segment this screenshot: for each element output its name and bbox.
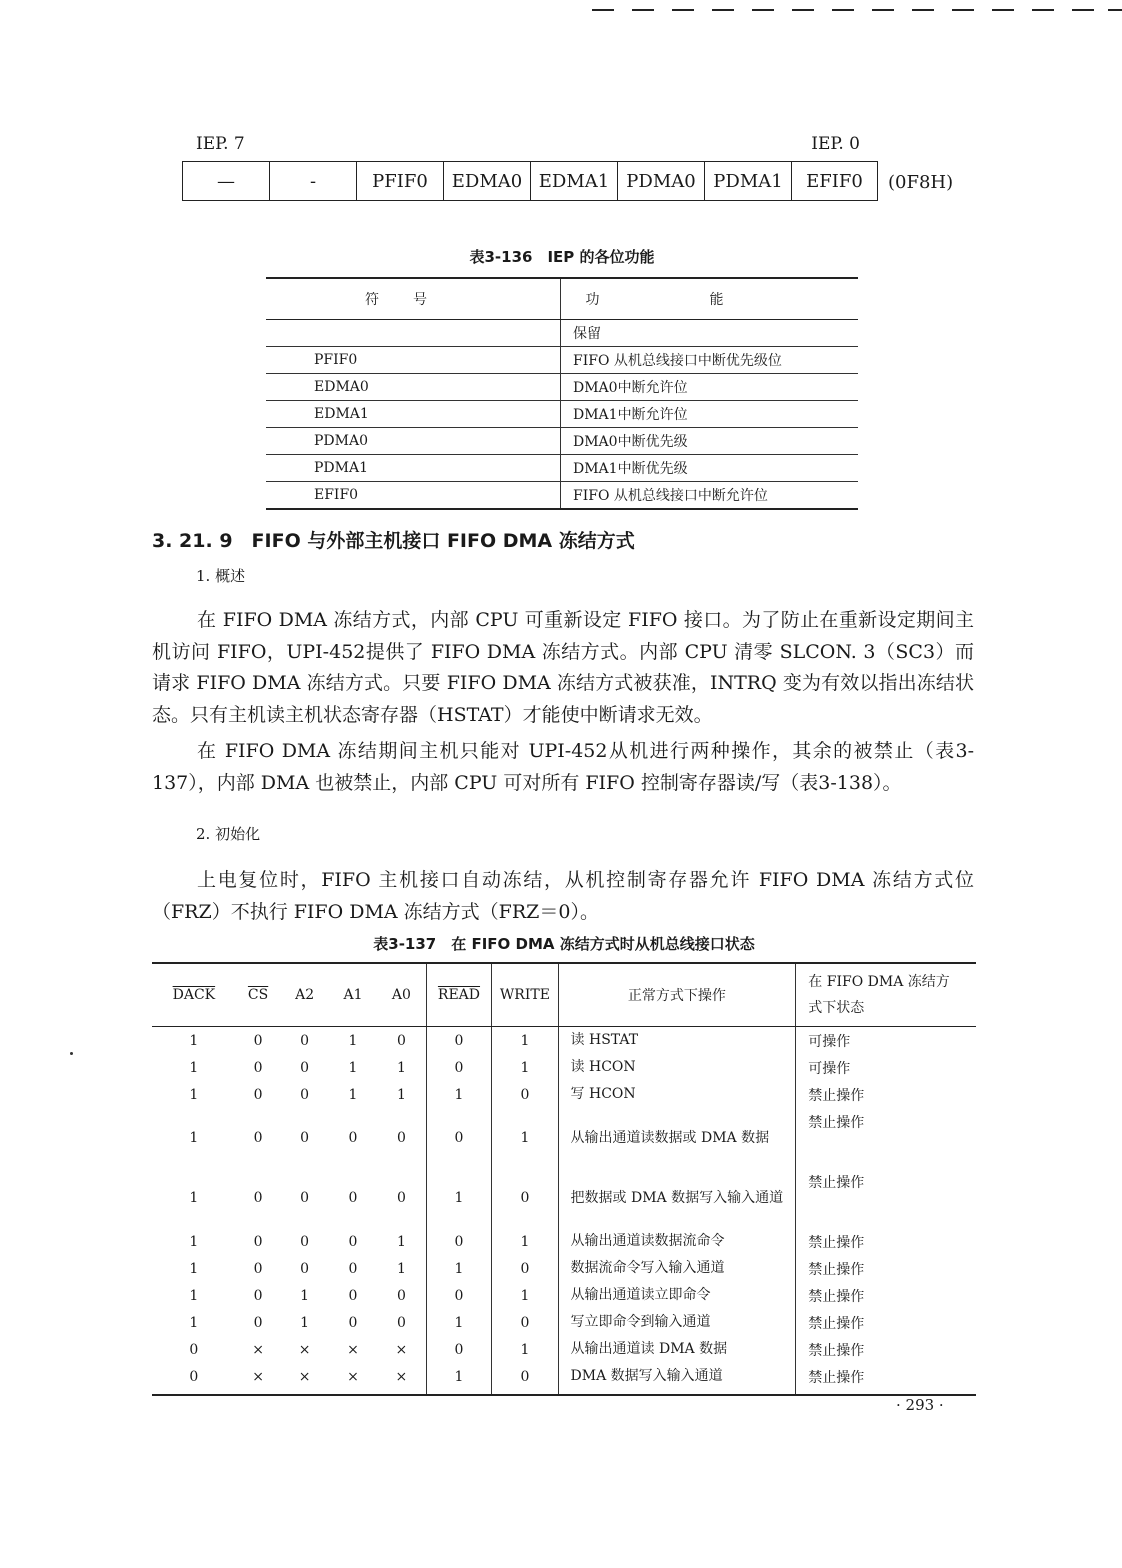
- stray-dot: [70, 1052, 73, 1055]
- msb-label: IEP. 7: [196, 134, 245, 154]
- column-header-write: WRITE: [492, 963, 558, 1027]
- paragraph-init: 上电复位时，FIFO 主机接口自动冻结，从机控制寄存器允许 FIFO DMA 冻结方式位（FRZ）不执行 FIFO DMA 冻结方式（FRZ＝0）。: [152, 869, 974, 923]
- cell-symbol: PDMA1: [266, 455, 561, 482]
- table-row: [266, 428, 858, 455]
- cell-symbol: [266, 320, 561, 347]
- cell-function: DMA1中断允许位: [561, 401, 859, 428]
- column-header-freeze-state: 在 FIFO DMA 冻结方式下状态: [796, 963, 976, 1027]
- register-bit-6: -: [269, 161, 356, 201]
- table-row: 1 0 0 1 1 1 0 写 HCON 禁止操作: [152, 1081, 976, 1108]
- column-header-a2: A2: [280, 963, 328, 1027]
- cell-symbol: PDMA0: [266, 428, 561, 455]
- column-header-dack: DACK: [152, 963, 236, 1027]
- table-row: [266, 401, 858, 428]
- lsb-label: IEP. 0: [811, 134, 860, 154]
- table-row: 1 0 0 0 1 0 1 从输出通道读数据流命令 禁止操作: [152, 1228, 976, 1255]
- cell-function: FIFO 从机总线接口中断允许位: [561, 482, 859, 510]
- table-136: [266, 277, 858, 510]
- table-row: 1 0 0 1 1 0 1 读 HCON 可操作: [152, 1054, 976, 1081]
- table-row: 0 × × × × 0 1 从输出通道读 DMA 数据 禁止操作: [152, 1336, 976, 1363]
- table-row: 0 × × × × 1 0 DMA 数据写入输入通道 禁止操作: [152, 1363, 976, 1395]
- table-row: 1 0 0 0 0 1 0 把数据或 DMA 数据写入输入通道 禁止操作: [152, 1168, 976, 1228]
- section-heading: 3. 21. 9 FIFO 与外部主机接口 FIFO DMA 冻结方式: [152, 530, 635, 552]
- cell-function: FIFO 从机总线接口中断优先级位: [561, 347, 859, 374]
- table-137: [152, 962, 976, 1396]
- table-row: 1 0 1 0 0 0 1 从输出通道读立即命令 禁止操作: [152, 1282, 976, 1309]
- table-row: 1 0 1 0 0 1 0 写立即命令到输入通道 禁止操作: [152, 1309, 976, 1336]
- column-header-cs: $\overline{CS}$: [236, 963, 281, 1027]
- table-row: [266, 320, 858, 347]
- table-row: 1 0 0 0 1 1 0 数据流命令写入输入通道 禁止操作: [152, 1255, 976, 1282]
- subsection-overview: 1. 概述: [196, 567, 246, 585]
- table-row: [266, 347, 858, 374]
- table-row: [266, 482, 858, 510]
- register-bit-2: PDMA0: [617, 161, 704, 201]
- register-bit-1: PDMA1: [704, 161, 791, 201]
- header-dash-rule: [562, 0, 1122, 22]
- column-header-function: 功能: [561, 278, 859, 320]
- table-row: [266, 374, 858, 401]
- subsection-init: 2. 初始化: [196, 825, 261, 843]
- register-bit-labels: [196, 134, 860, 158]
- column-header-normal-op: 正常方式下操作: [558, 963, 796, 1027]
- cell-function: DMA0中断优先级: [561, 428, 859, 455]
- register-bit-5: PFIF0: [356, 161, 443, 201]
- paragraph-freeze-ops: 在 FIFO DMA 冻结期间主机只能对 UPI-452从机进行两种操作，其余的被禁止（表3-137），内部 DMA 也被禁止，内部 CPU 可对所有 FIFO 控制寄存器读/写（表3-138）。: [152, 740, 974, 794]
- cell-function: DMA0中断允许位: [561, 374, 859, 401]
- table-136-caption: 表3-136 IEP 的各位功能: [469, 248, 655, 266]
- cell-function: 保留: [561, 320, 859, 347]
- cell-symbol: EDMA1: [266, 401, 561, 428]
- table-row: 1 0 0 0 0 0 1 从输出通道读数据或 DMA 数据 禁止操作: [152, 1108, 976, 1168]
- register-bit-3: EDMA1: [530, 161, 617, 201]
- register-bit-0: EFIF0: [791, 161, 878, 201]
- table-row: [266, 455, 858, 482]
- column-header-read: READ: [426, 963, 492, 1027]
- iep-register-diagram: [182, 161, 953, 203]
- page-number: · 293 ·: [896, 1396, 944, 1414]
- register-bit-7: —: [182, 161, 269, 201]
- cell-symbol: EDMA0: [266, 374, 561, 401]
- register-address: (0F8H): [888, 171, 954, 193]
- column-header-symbol: 符号: [266, 278, 561, 320]
- paragraph-overview: 在 FIFO DMA 冻结方式，内部 CPU 可重新设定 FIFO 接口。为了防止在重新设定期间主机访问 FIFO，UPI-452提供了 FIFO DMA 冻结方式。内部 CPU 清零 SLCON. 3（SC3）而请求 FIFO DMA 冻结方式。只要 FIFO DMA 冻结方式被获准，INTRQ 变为有效以指出冻结状态。只有主机读主机状态寄存器（HSTAT）才能使中断请求无效。: [152, 609, 974, 726]
- cell-symbol: PFIF0: [266, 347, 561, 374]
- table-137-caption: 表3-137 在 FIFO DMA 冻结方式时从机总线接口状态: [373, 935, 755, 953]
- column-header-a0: A0: [377, 963, 426, 1027]
- cell-function: DMA1中断优先级: [561, 455, 859, 482]
- table-row: 1 0 0 1 0 0 1 读 HSTAT 可操作: [152, 1027, 976, 1055]
- column-header-a1: A1: [329, 963, 377, 1027]
- cell-symbol: EFIF0: [266, 482, 561, 510]
- register-bit-4: EDMA0: [443, 161, 530, 201]
